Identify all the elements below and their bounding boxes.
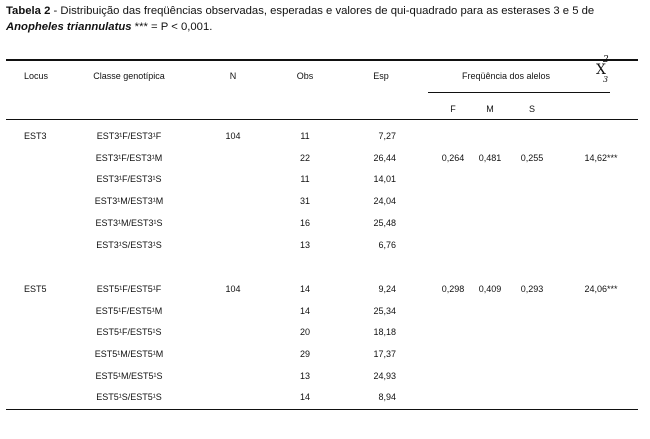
cell-classe: EST5¹S/EST5¹S [96,392,162,402]
cell-classe: EST5¹F/EST5¹F [96,284,162,294]
caption-species: Anopheles triannulatus [6,20,132,33]
header-m: M [486,104,494,114]
cell-esp: 6,76 [378,240,396,250]
cell-chi: 14,62*** [584,153,618,163]
cell-obs: 29 [299,349,311,359]
cell-f: 0,264 [441,153,465,163]
cell-obs: 11 [300,131,310,141]
cell-obs: 14 [299,392,311,402]
bottom-rule [6,409,638,410]
caption-label: Tabela 2 [6,5,51,17]
cell-n: 104 [225,284,241,294]
header-obs: Obs [296,71,314,81]
cell-esp: 9,24 [378,284,396,294]
header-classe: Classe genotípica [93,71,165,81]
cell-obs: 31 [299,196,311,206]
cell-esp: 7,27 [378,131,396,141]
cell-esp: 14,01 [373,174,396,184]
cell-s: 0,293 [520,284,544,294]
header-esp: Esp [373,71,389,81]
cell-obs: 20 [299,327,311,337]
cell-classe: EST3¹S/EST3¹S [96,240,162,250]
cell-esp: 18,18 [373,327,396,337]
cell-classe: EST3¹M/EST3¹S [95,218,163,228]
caption-text: - Distribuição das freqüências observadas, esperadas e valores de qui-quadrado para as esterases 3 e 5 de [50,5,595,17]
freq-subrule [428,92,610,93]
cell-esp: 24,04 [373,196,396,206]
cell-obs: 14 [299,284,311,294]
chi-square-symbol: X 2 3 [596,55,609,84]
cell-chi: 24,06*** [584,284,618,294]
cell-locus: EST3 [24,131,47,141]
cell-n: 104 [225,131,241,141]
cell-f: 0,298 [441,284,465,294]
cell-esp: 25,48 [373,218,396,228]
cell-classe: EST3¹M/EST3¹M [94,196,164,206]
cell-obs: 13 [299,371,311,381]
cell-classe: EST3¹F/EST3¹M [95,153,163,163]
cell-m: 0,409 [478,284,502,294]
cell-obs: 22 [299,153,311,163]
header-rule [6,119,638,120]
header-locus: Locus [24,71,49,81]
cell-esp: 8,94 [378,392,396,402]
cell-obs: 16 [299,218,311,228]
cell-s: 0,255 [520,153,544,163]
cell-m: 0,481 [478,153,502,163]
cell-classe: EST5¹M/EST5¹S [95,371,163,381]
cell-esp: 24,93 [373,371,396,381]
cell-locus: EST5 [24,284,47,294]
cell-esp: 25,34 [373,306,396,316]
header-freq: Freqüência dos alelos [461,71,551,81]
cell-obs: 13 [299,240,311,250]
cell-classe: EST3¹F/EST3¹F [96,131,162,141]
header-n: N [229,71,237,81]
cell-esp: 26,44 [373,153,396,163]
header-f: F [450,104,456,114]
cell-obs: 14 [299,306,311,316]
cell-classe: EST5¹M/EST5¹M [94,349,164,359]
top-rule [6,59,638,61]
cell-classe: EST3¹F/EST3¹S [96,174,162,184]
cell-esp: 17,37 [373,349,396,359]
cell-obs: 11 [300,174,310,184]
header-s: S [528,104,536,114]
caption-note: *** = P < 0,001. [131,20,213,33]
cell-classe: EST5¹F/EST5¹S [96,327,162,337]
table-caption [6,4,646,35]
cell-classe: EST5¹F/EST5¹M [95,306,163,316]
